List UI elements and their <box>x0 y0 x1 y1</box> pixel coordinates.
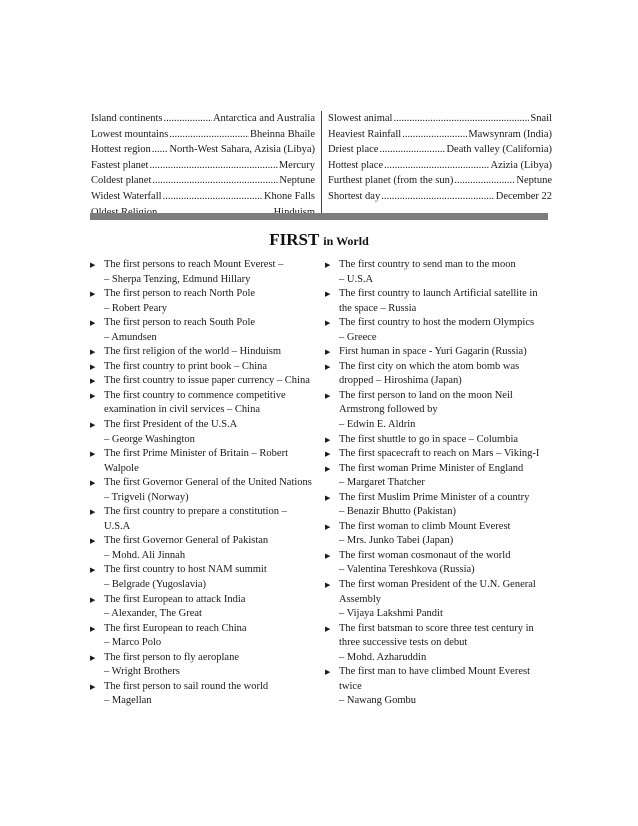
bullet-arrow-icon: ▶ <box>90 624 96 633</box>
dot-leader <box>454 173 515 189</box>
list-item <box>90 418 314 447</box>
item-answer: – Mohd. Azharuddin <box>339 651 427 663</box>
item-text: The first Governor General of the United Nations <box>104 477 312 489</box>
record-row <box>328 158 552 174</box>
list-item <box>90 622 314 651</box>
firsts-left-list <box>90 258 314 709</box>
bullet-arrow-icon: ▶ <box>90 508 96 517</box>
item-text: The first spacecraft to reach on Mars – Viking-I <box>339 448 540 460</box>
list-item <box>90 534 314 563</box>
bullet-arrow-icon: ▶ <box>90 682 96 691</box>
record-key: Slowest animal <box>328 113 393 124</box>
item-text: The first person to reach South Pole <box>104 317 256 329</box>
list-item <box>325 462 547 491</box>
item-answer: – Valentina Tereshkova (Russia) <box>339 564 475 576</box>
dot-leader <box>152 173 278 189</box>
records-left-column <box>91 111 321 220</box>
item-answer: – Benazir Bhutto (Pakistan) <box>339 506 456 518</box>
dot-leader <box>169 127 249 143</box>
bullet-arrow-icon: ▶ <box>90 450 96 459</box>
item-text: The first person to sail round the world <box>104 680 269 692</box>
bullet-arrow-icon: ▶ <box>90 319 96 328</box>
list-item <box>90 447 314 476</box>
list-item <box>325 622 547 666</box>
record-row <box>328 111 552 127</box>
list-item <box>90 316 314 345</box>
record-key: Furthest planet (from the sun) <box>328 175 454 187</box>
item-text: The first man to have climbed Mount Everest twice <box>339 666 530 692</box>
bullet-arrow-icon: ▶ <box>325 348 331 357</box>
list-item <box>90 593 314 622</box>
record-key: Hottest place <box>328 159 384 171</box>
dot-leader <box>379 142 445 158</box>
record-key: Fastest planet <box>91 159 149 171</box>
item-answer: – George Washington <box>104 433 195 445</box>
record-value: Antarctica and Australia <box>212 113 315 124</box>
dot-leader <box>152 142 169 158</box>
item-answer: – Robert Peary <box>104 302 167 314</box>
item-text: The first country to host NAM summit <box>104 564 267 576</box>
item-answer: – Belgrade (Yugoslavia) <box>104 579 207 591</box>
list-item <box>90 258 314 287</box>
item-text: The first person to reach North Pole <box>104 288 256 300</box>
record-value: December 22 <box>495 190 552 202</box>
item-answer: – Amundsen <box>104 331 157 343</box>
list-item <box>90 374 314 389</box>
item-answer: – Edwin E. Aldrin <box>339 419 416 431</box>
record-row <box>328 127 552 143</box>
record-value: Azizia (Libya) <box>490 159 552 171</box>
item-text: The first country to send man to the moon <box>339 259 516 270</box>
list-item <box>325 389 547 433</box>
item-answer: – Mohd. Ali Jinnah <box>104 549 186 561</box>
item-answer: – Wright Brothers <box>104 666 180 678</box>
section-title-sub: in World <box>323 234 369 248</box>
list-item <box>90 287 314 316</box>
list-item <box>325 316 547 345</box>
list-item <box>325 258 547 287</box>
item-text: The first religion of the world – Hinduism <box>104 346 282 358</box>
record-row <box>328 173 552 189</box>
item-text: The first Prime Minister of Britain – Robert Walpole <box>104 448 289 474</box>
list-item <box>90 505 314 534</box>
item-answer: – Greece <box>339 331 377 343</box>
bullet-arrow-icon: ▶ <box>325 450 331 459</box>
list-item <box>325 433 547 448</box>
record-key: Widest Waterfall <box>91 190 162 202</box>
list-item <box>90 680 314 709</box>
record-row <box>91 142 315 158</box>
record-key: Hottest region <box>91 144 151 156</box>
item-text: The first European to reach China <box>104 622 247 634</box>
dot-leader <box>149 158 277 174</box>
bullet-arrow-icon: ▶ <box>90 537 96 546</box>
list-item <box>325 491 547 520</box>
bullet-arrow-icon: ▶ <box>90 653 96 662</box>
bullet-arrow-icon: ▶ <box>90 290 96 299</box>
item-answer: – Marco Polo <box>104 637 162 649</box>
item-text: The first batsman to score three test century in three successive tests on debut <box>339 622 534 649</box>
record-key: Coldest planet <box>91 175 152 187</box>
record-value: Death valley (California) <box>446 144 552 156</box>
record-row <box>91 158 315 174</box>
item-text: The first city on which the atom bomb was dropped – Hiroshima (Japan) <box>339 360 520 387</box>
bullet-arrow-icon: ▶ <box>325 362 331 371</box>
item-answer: – Vijaya Lakshmi Pandit <box>339 608 443 620</box>
list-item <box>90 651 314 680</box>
bullet-arrow-icon: ▶ <box>90 421 96 430</box>
dot-leader <box>402 127 467 143</box>
section-title <box>0 230 638 250</box>
item-text: The first President of the U.S.A <box>104 419 238 431</box>
item-text: The first Governor General of Pakistan <box>104 535 269 547</box>
bullet-arrow-icon: ▶ <box>90 595 96 604</box>
dot-leader <box>393 111 529 127</box>
bullet-arrow-icon: ▶ <box>325 261 331 269</box>
bullet-arrow-icon: ▶ <box>325 319 331 328</box>
item-answer: – Nawang Gombu <box>339 695 416 707</box>
item-answer: – Mrs. Junko Tabei (Japan) <box>339 535 454 547</box>
bullet-arrow-icon: ▶ <box>325 522 331 531</box>
record-value: Neptune <box>516 175 552 187</box>
record-value: Mawsynram (India) <box>468 128 552 140</box>
record-value: North-West Sahara, Azisia (Libya) <box>169 144 315 156</box>
list-item <box>90 563 314 592</box>
item-answer: – Sherpa Tenzing, Edmund Hillary <box>104 273 251 285</box>
record-key: Lowest mountains <box>91 128 169 140</box>
record-row <box>91 173 315 189</box>
record-value: Neptune <box>279 175 315 187</box>
record-value: Snail <box>530 113 552 124</box>
bullet-arrow-icon: ▶ <box>325 391 331 400</box>
record-row <box>91 127 315 143</box>
bullet-arrow-icon: ▶ <box>325 551 331 560</box>
item-text: The first country to issue paper currency – China <box>104 375 310 387</box>
bullet-arrow-icon: ▶ <box>90 391 96 400</box>
firsts-right-list <box>325 258 547 709</box>
item-text: The first woman to climb Mount Everest <box>339 520 511 532</box>
bullet-arrow-icon: ▶ <box>325 493 331 502</box>
bullet-arrow-icon: ▶ <box>325 435 331 444</box>
record-row <box>328 142 552 158</box>
dot-leader <box>163 189 263 205</box>
item-text: The first country to prepare a constitution – U.S.A <box>104 506 287 532</box>
item-text: The first woman President of the U.N. General Assembly <box>339 579 536 605</box>
item-answer: – U.S.A <box>339 273 374 285</box>
record-key: Shortest day <box>328 190 381 202</box>
list-item <box>325 665 547 709</box>
dot-leader <box>384 158 489 174</box>
item-text: The first woman Prime Minister of England <box>339 462 524 474</box>
item-text: The first Muslim Prime Minister of a country <box>339 491 530 503</box>
list-item <box>90 360 314 375</box>
record-value: Bheinna Bhaile <box>249 128 315 140</box>
record-key: Driest place <box>328 144 379 156</box>
bullet-arrow-icon: ▶ <box>90 261 96 269</box>
item-text: The first country to launch Artificial satellite in the space – Russia <box>339 288 538 314</box>
list-item <box>325 360 547 389</box>
item-answer: – Margaret Thatcher <box>339 477 425 489</box>
record-row <box>91 111 315 127</box>
list-item <box>325 447 547 462</box>
bullet-arrow-icon: ▶ <box>90 348 96 357</box>
section-divider-bar <box>90 213 548 220</box>
bullet-arrow-icon: ▶ <box>90 566 96 575</box>
bullet-arrow-icon: ▶ <box>325 290 331 299</box>
bullet-arrow-icon: ▶ <box>90 479 96 488</box>
item-text: The first country to host the modern Olympics <box>339 317 535 329</box>
dot-leader <box>163 111 212 127</box>
item-answer: – Magellan <box>104 695 152 707</box>
bullet-arrow-icon: ▶ <box>90 377 96 386</box>
list-item <box>325 287 547 316</box>
item-text: The first woman cosmonaut of the world <box>339 549 511 561</box>
bullet-arrow-icon: ▶ <box>325 464 331 473</box>
item-text: The first person to land on the moon Neil Armstrong followed by <box>339 389 513 416</box>
bullet-arrow-icon: ▶ <box>325 581 331 590</box>
section-title-main: FIRST <box>269 230 320 249</box>
list-item <box>90 345 314 360</box>
item-text: The first persons to reach Mount Everest – <box>104 259 284 270</box>
item-text: The first person to fly aeroplane <box>104 651 239 663</box>
list-item <box>325 520 547 549</box>
list-item <box>325 549 547 578</box>
record-row <box>91 189 315 205</box>
record-value: Mercury <box>278 159 315 171</box>
item-text: The first shuttle to go in space – Columbia <box>339 433 519 445</box>
item-text: The first European to attack India <box>104 593 246 605</box>
record-key: Heaviest Rainfall <box>328 128 402 140</box>
item-text: The first country to commence competitive examination in civil services – China <box>104 389 286 416</box>
list-item <box>90 476 314 505</box>
list-item <box>325 345 547 360</box>
list-item <box>90 389 314 418</box>
item-text: The first country to print book – China <box>104 360 268 372</box>
dot-leader <box>381 189 495 205</box>
item-text: First human in space - Yuri Gagarin (Russia) <box>339 346 527 358</box>
item-answer: – Alexander, The Great <box>104 608 202 620</box>
records-right-column <box>321 111 552 220</box>
record-value: Khone Falls <box>263 190 315 202</box>
record-key: Island continents <box>91 113 163 124</box>
records-table <box>91 111 552 220</box>
list-item <box>325 578 547 622</box>
record-row <box>328 189 552 205</box>
bullet-arrow-icon: ▶ <box>325 624 331 633</box>
bullet-arrow-icon: ▶ <box>90 362 96 371</box>
item-answer: – Trigveli (Norway) <box>104 491 189 503</box>
bullet-arrow-icon: ▶ <box>325 668 331 677</box>
